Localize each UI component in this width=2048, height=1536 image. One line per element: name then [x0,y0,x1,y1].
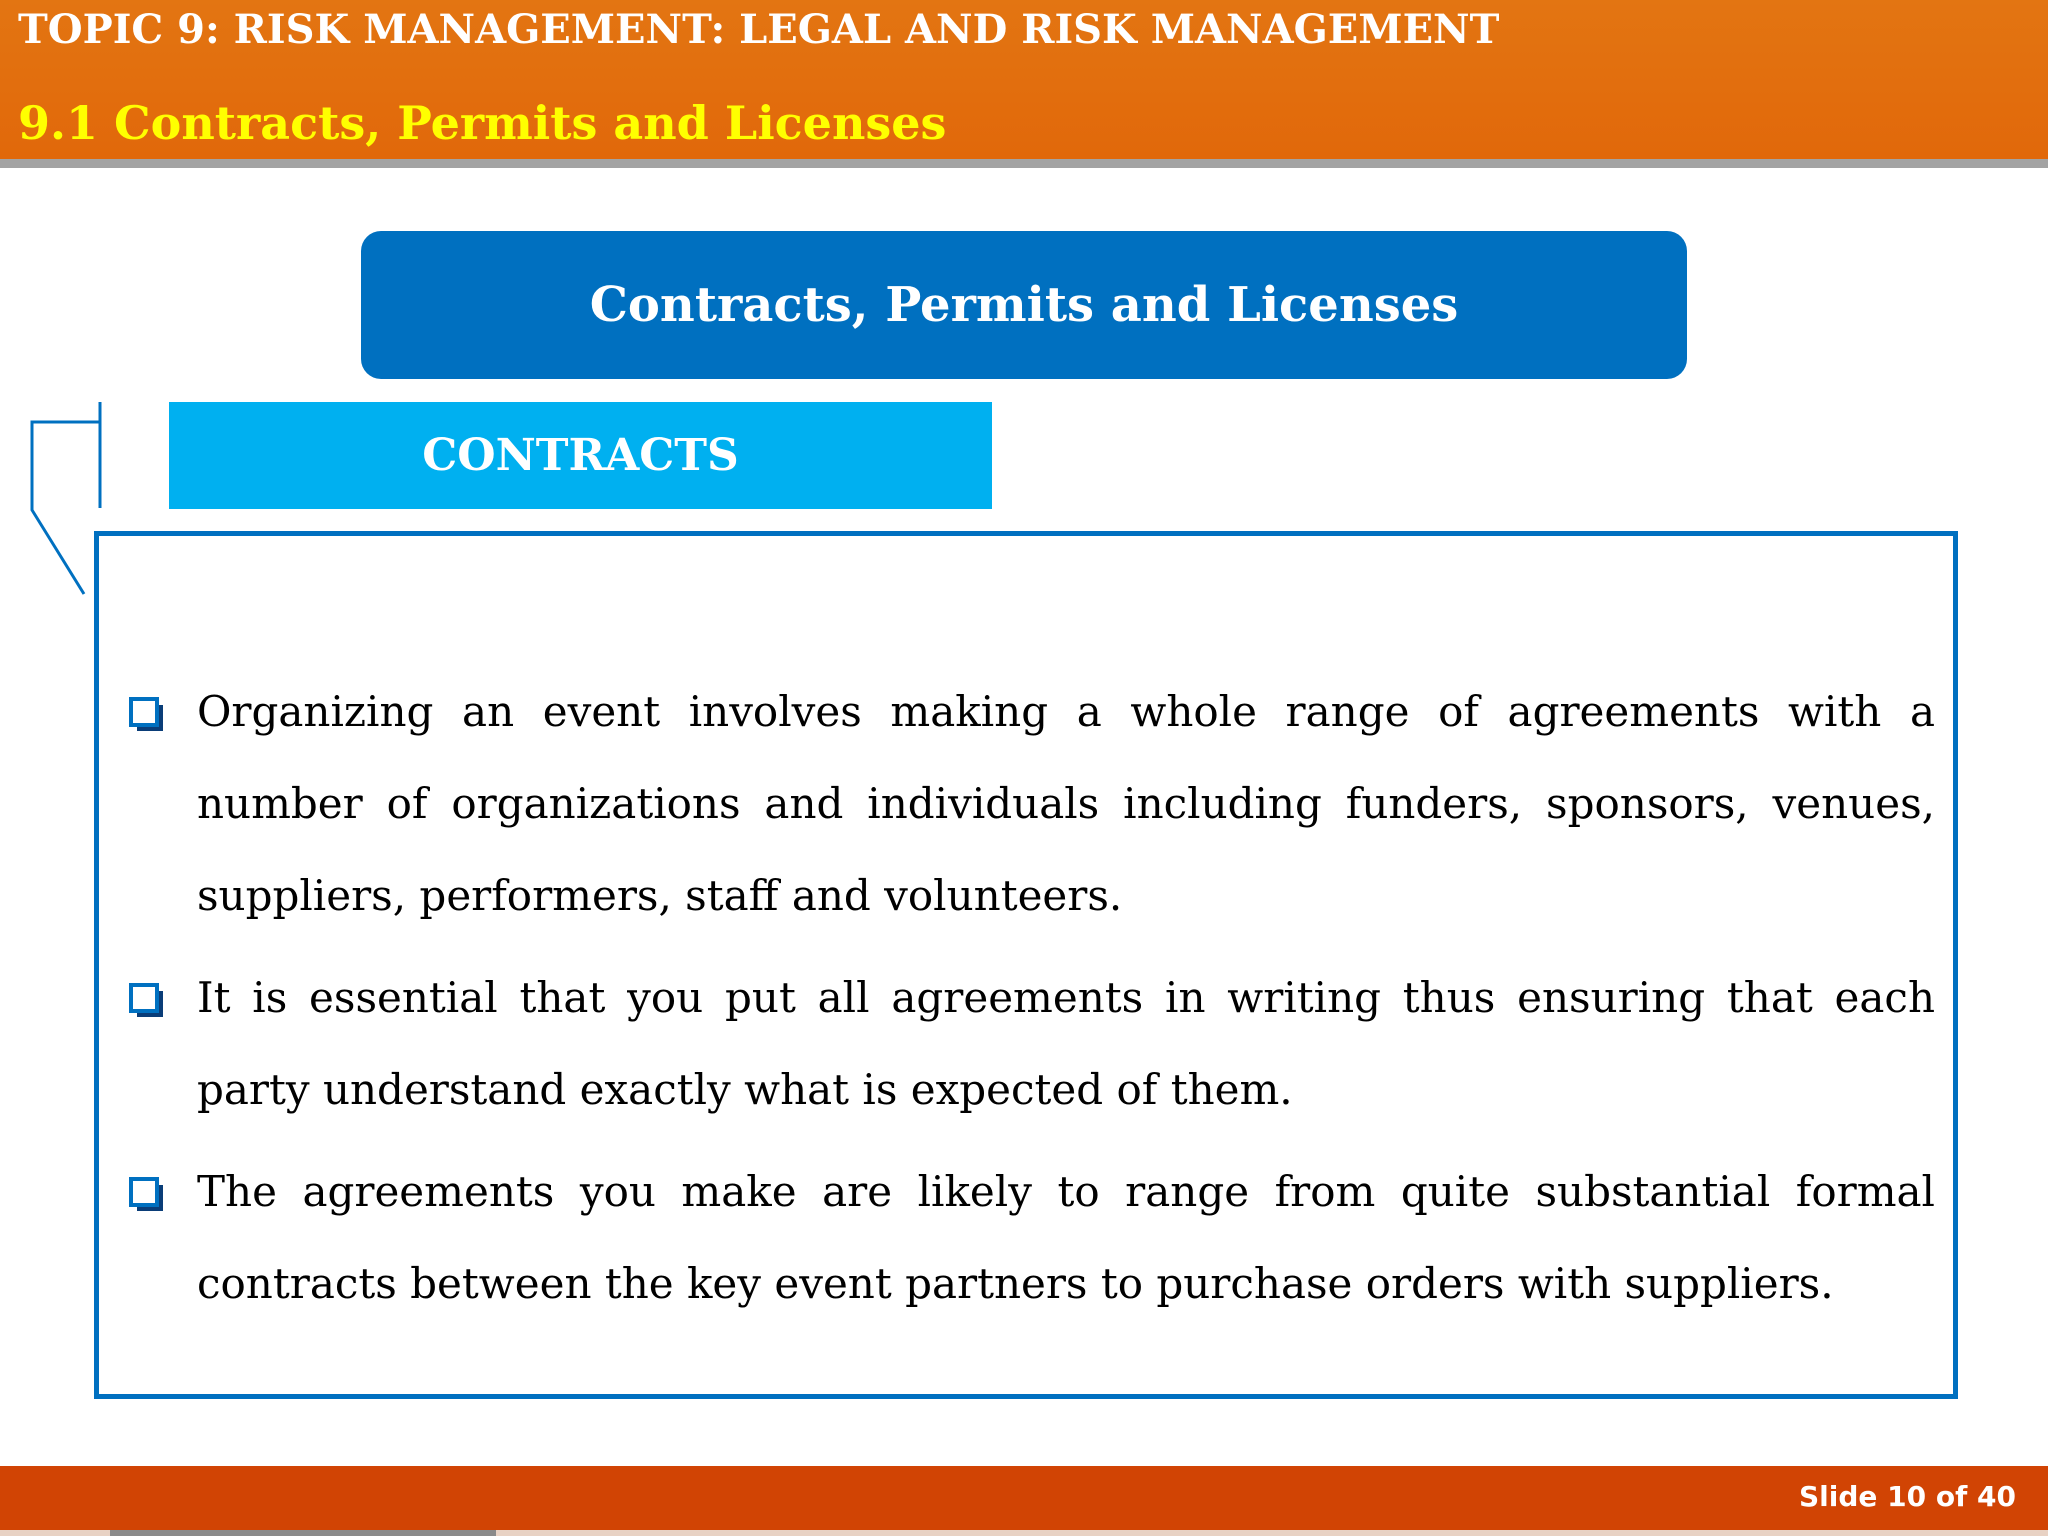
sub-banner [169,402,992,509]
content-box [94,531,1958,1399]
bullet-list [129,666,1935,1340]
checkbox-bullet-icon [129,983,165,1019]
main-banner-title: Contracts, Permits and Licenses [589,277,1459,333]
slide-footer [0,1466,2048,1536]
footer-progress-strip [110,1530,496,1536]
bullet-text: The agreements you make are likely to range from quite substantial formal contracts between the key event partners to purchase orders with suppliers. [197,1167,1935,1308]
slide-header [0,0,2048,168]
bullet-text: Organizing an event involves making a whole range of agreements with a number of organizations and individuals including funders, sponsors, venues, suppliers, performers, staff and volunteers. [197,687,1935,920]
slide-number: Slide 10 of 40 [1799,1480,2016,1513]
list-item [129,666,1935,942]
topic-title: TOPIC 9: RISK MANAGEMENT: LEGAL AND RISK MANAGEMENT [18,6,1500,53]
section-title: 9.1 Contracts, Permits and Licenses [18,96,947,150]
bullet-text: It is essential that you put all agreements in writing thus ensuring that each party understand exactly what is expected of them. [197,973,1935,1114]
bracket-connector-icon [0,0,140,620]
sub-banner-title: CONTRACTS [422,430,739,481]
main-banner [361,231,1687,379]
checkbox-bullet-icon [129,697,165,733]
list-item [129,952,1935,1136]
list-item [129,1146,1935,1330]
checkbox-bullet-icon [129,1177,165,1213]
